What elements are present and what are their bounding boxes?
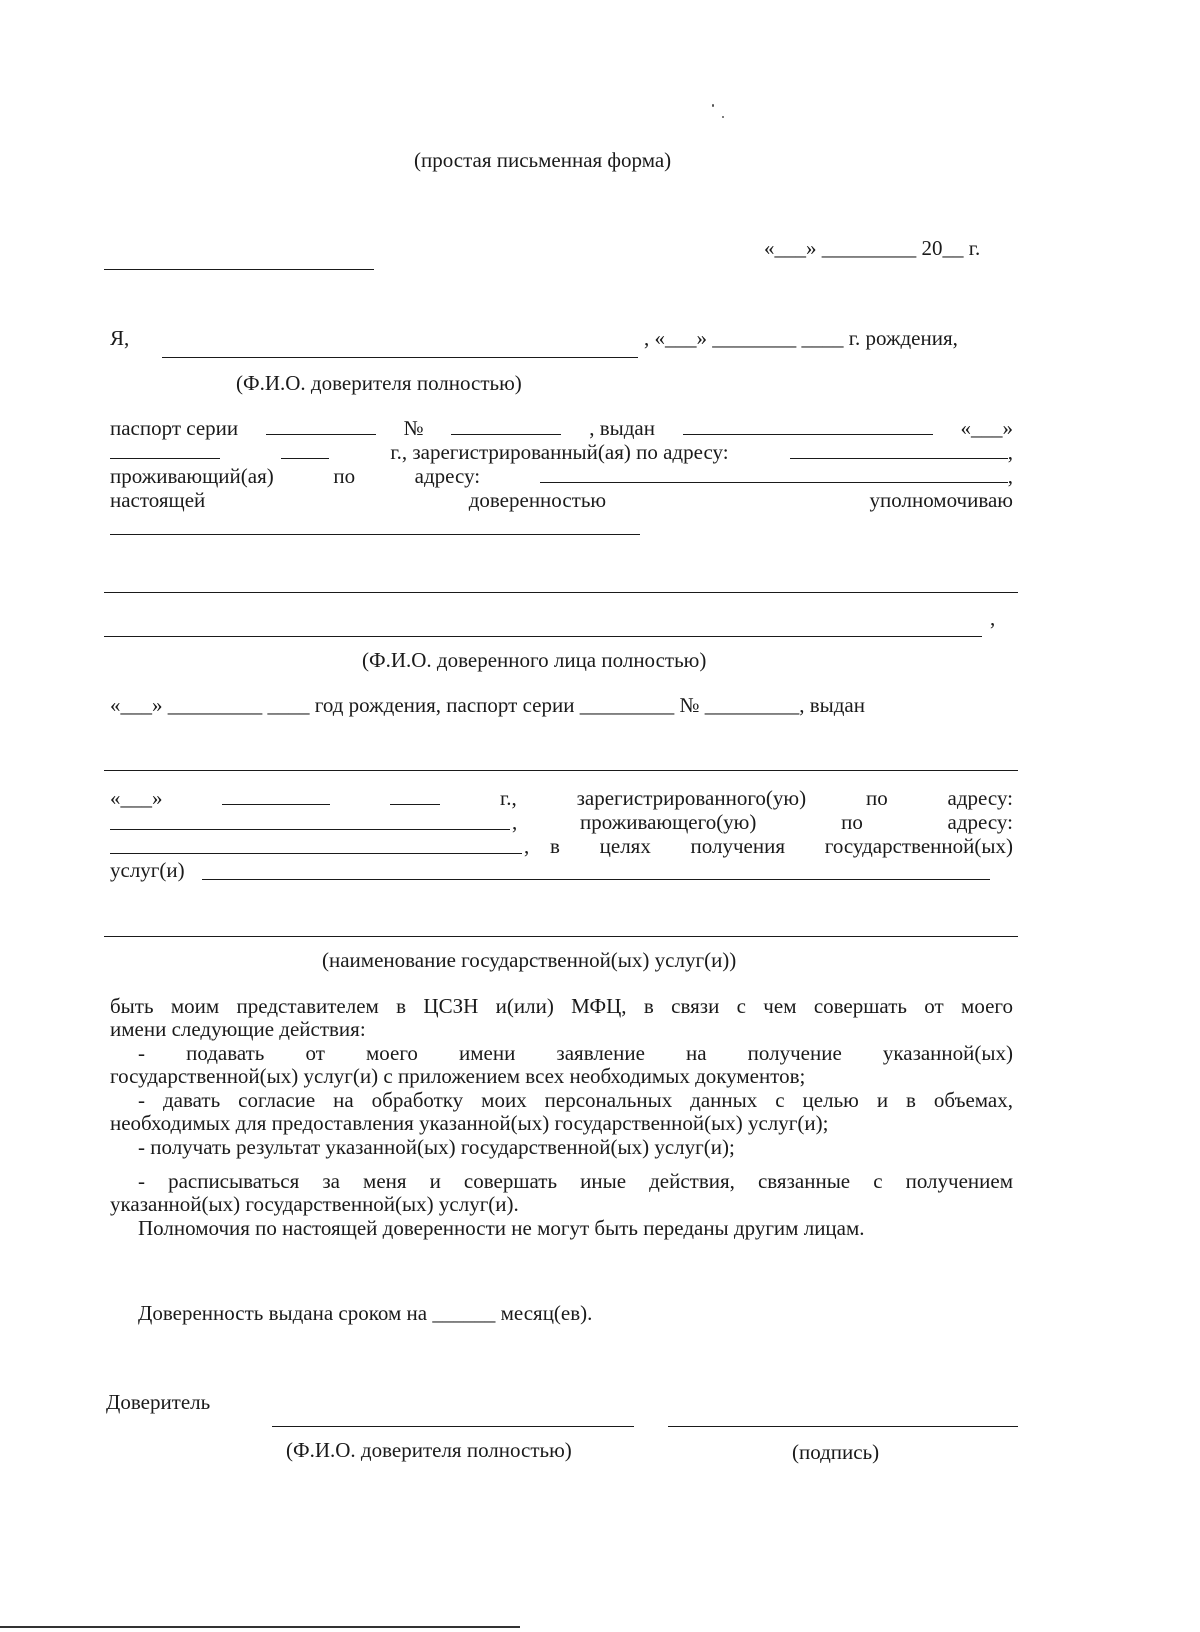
term-line: [138, 1301, 592, 1325]
power-item-4-line-1: - расписываться за меня и совершать иные действия, связанные с получением: [138, 1169, 1013, 1193]
agent-issue-month-blank: [222, 786, 330, 805]
agent-registration-row: [110, 786, 1013, 810]
issue-date-open: «___»: [960, 416, 1013, 440]
agent-residence-row: [580, 810, 1013, 834]
agent-fio-caption: (Ф.И.О. доверенного лица полностью): [362, 648, 707, 672]
agent-issued-by-line: [104, 770, 1018, 771]
no-transfer-clause: Полномочия по настоящей доверенности не могут быть переданы другим лицам.: [138, 1216, 865, 1240]
agent-g: г.,: [500, 786, 517, 810]
comma: ,: [1007, 464, 1013, 488]
services-label: услуг(и): [110, 858, 185, 882]
residence-address-blank: [540, 464, 1008, 483]
principal-birth-date: , «___» ________ ____ г. рождения,: [644, 326, 958, 350]
comma: ,: [524, 834, 530, 858]
agent-registered-w1: зарегистрированного(ую): [576, 786, 807, 810]
powers-intro-line-1: быть моим представителем в ЦСЗН и(или) МФЦ, в связи с чем совершать от моего: [110, 994, 1013, 1018]
services-line-1: [202, 879, 990, 880]
location-blank-line: [104, 269, 374, 270]
comma: ,: [1007, 440, 1013, 464]
agent-fio-line-3: [104, 636, 982, 637]
power-item-1-line-1: - подавать от моего имени заявление на получение указанной(ых): [138, 1041, 1013, 1065]
signature-label: Доверитель: [106, 1390, 211, 1414]
agent-date-open: «___»: [110, 786, 163, 810]
power-item-4-line-2: указанной(ых) государственной(ых) услуг(и).: [110, 1192, 519, 1216]
agent-issue-year-blank: [390, 786, 440, 805]
term-blank: ______: [432, 1301, 496, 1325]
issued-by-blank: [683, 416, 933, 435]
term-after: месяц(ев).: [500, 1301, 593, 1325]
agent-residing-w1: проживающего(ую): [580, 810, 757, 834]
document-date: «___» _________ 20__ г.: [764, 236, 981, 260]
residing-w3: адресу:: [414, 464, 481, 488]
agent-fio-line-2: [104, 592, 1018, 593]
agent-registered-w2: по: [865, 786, 888, 810]
services-line-2: [104, 936, 1018, 937]
issue-month-blank: [110, 440, 220, 459]
agent-residence-address-line: [110, 853, 522, 854]
passport-number-blank: [451, 416, 561, 435]
powers-intro-line-2: имени следующие действия:: [110, 1017, 366, 1041]
passport-row: [110, 416, 1013, 440]
agent-residing-w2: по: [841, 810, 863, 834]
power-item-1-line-2: государственной(ых) услуг(и) с приложением всех необходимых документов;: [110, 1064, 806, 1088]
authorize-row: [110, 488, 1013, 512]
agent-registration-address-line: [110, 829, 510, 830]
scan-speck: [722, 116, 724, 118]
residing-w2: по: [333, 464, 356, 488]
purpose-text: в целях получения государственной(ых): [550, 834, 1013, 858]
agent-fio-line-1: [110, 534, 640, 535]
agent-residing-w3: адресу:: [947, 810, 1013, 834]
page-bottom-edge: [0, 1626, 520, 1628]
signature-fio-caption: (Ф.И.О. доверителя полностью): [286, 1438, 572, 1462]
principal-fio-caption: (Ф.И.О. доверителя полностью): [236, 371, 522, 395]
ya-label: Я,: [110, 326, 130, 350]
form-note: (простая письменная форма): [414, 148, 672, 172]
signature-sign-caption: (подпись): [792, 1440, 880, 1464]
power-item-2-line-1: - давать согласие на обработку моих персональных данных с целью и в объемах,: [138, 1088, 1013, 1112]
registration-row: [110, 440, 1013, 464]
power-item-2-line-2: необходимых для предоставления указанной(ых) государственной(ых) услуг(и);: [110, 1111, 829, 1135]
term-before: Доверенность выдана сроком на: [138, 1301, 428, 1325]
scan-speck: [712, 104, 714, 107]
issue-year-blank: [281, 440, 329, 459]
auth-w1: настоящей: [110, 488, 206, 512]
number-sign: №: [403, 416, 424, 440]
passport-label: паспорт серии: [110, 416, 239, 440]
registered-label: г., зарегистрированный(ая) по адресу:: [390, 440, 729, 464]
residence-row: [110, 464, 1013, 488]
residing-w1: проживающий(ая): [110, 464, 274, 488]
trailing-comma: ,: [990, 606, 996, 630]
auth-w3: уполномочиваю: [869, 488, 1013, 512]
issued-label: , выдан: [589, 416, 655, 440]
registration-address-blank: [790, 440, 1008, 459]
power-item-3: - получать результат указанной(ых) государственной(ых) услуг(и);: [138, 1135, 735, 1159]
agent-birth-passport: «___» _________ ____ год рождения, паспорт серии _________ № _________, выдан: [110, 693, 865, 717]
auth-w2: доверенностью: [468, 488, 607, 512]
principal-fio-line: [162, 357, 638, 358]
agent-registered-w3: адресу:: [947, 786, 1013, 810]
passport-series-blank: [266, 416, 376, 435]
signature-sign-line: [668, 1426, 1018, 1427]
services-caption: (наименование государственной(ых) услуг(и)): [322, 948, 737, 972]
signature-fio-line: [272, 1426, 634, 1427]
comma: ,: [512, 810, 518, 834]
